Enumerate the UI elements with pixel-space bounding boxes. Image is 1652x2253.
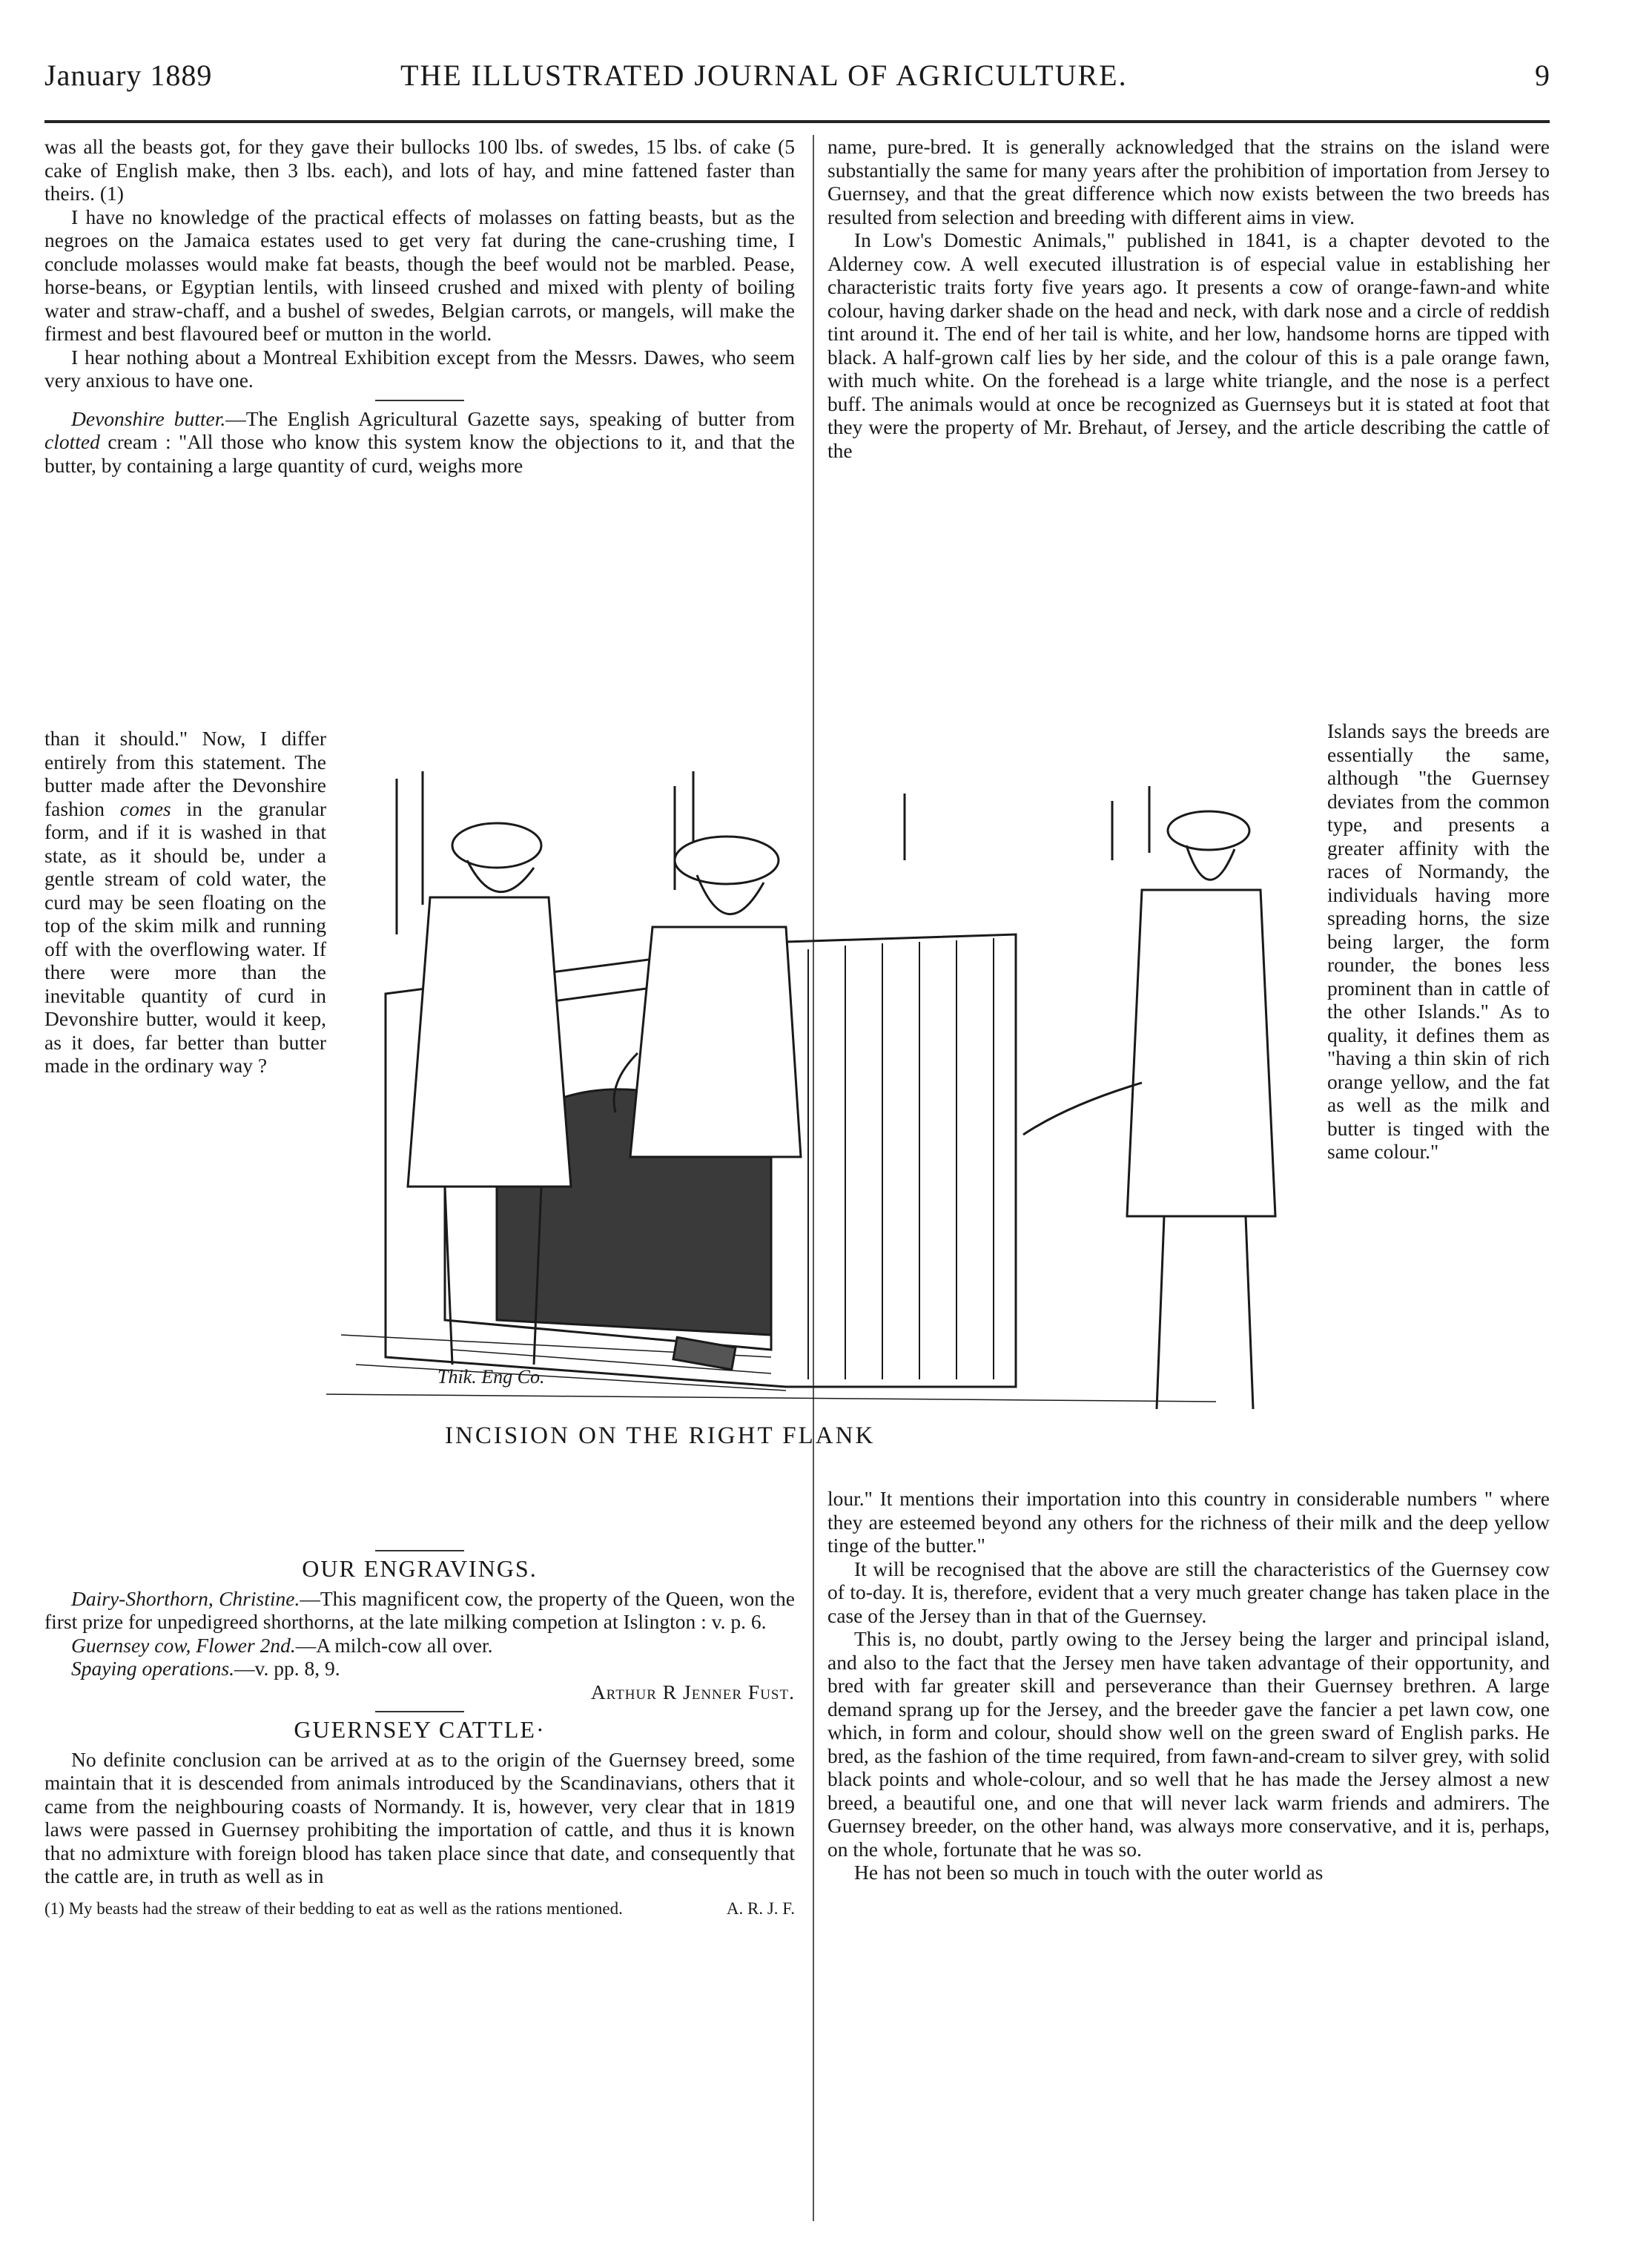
engraving-item: Spaying operations.—v. pp. 8, 9.: [71, 1657, 340, 1680]
page-number: 9: [1535, 59, 1550, 92]
section-rule: [375, 1550, 464, 1551]
engraving-item: Guernsey cow, Flower 2nd.—A milch-cow all over.: [71, 1633, 493, 1657]
section-title: Devonshire butter.: [71, 406, 226, 430]
paragraph: I hear nothing about a Montreal Exhibition except from the Messrs. Dawes, who seem very anxious to have one.: [44, 345, 795, 392]
paragraph: This is, no doubt, partly owing to the Jersey being the larger and principal island, and also to the fact that the Jersey men have taken advantage of their opportunity, and bred with far greater skill and perseverance than their Guernsey brethren. A large demand sprang up for the Jersey, and the breeder gave the fancier a pet lawn cow, one which, in form and colour, should show well on the green sward of English parks. He bred, as the fashion of the time required, from fawn-and-cream to silver grey, with solid black points and whole-colour, and so well that he has made the Jersey almost a new breed, a beautiful one, and one that will never lack warm friends and admirers. The Guernsey breeder, on the other hand, was always more conservative, and it is, perhaps, on the whole, fortunate that he was so.: [827, 1627, 1550, 1861]
journal-title: THE ILLUSTRATED JOURNAL OF AGRICULTURE.: [400, 59, 1128, 92]
illustration-caption: INCISION ON THE RIGHT FLANK: [445, 1422, 876, 1449]
footnote-signature: A. R. J. F.: [726, 1899, 795, 1918]
devonshire-paragraph: Devonshire butter.—The English Agricultural Gazette says, speaking of butter from clotted cream : "All those who know this system know the objections to it, and that the butter, by containing a large quantity of curd, weighs more: [44, 406, 795, 477]
section-rule: [375, 400, 464, 401]
section-rule: [375, 1711, 464, 1712]
paragraph: No definite conclusion can be arrived at as to the origin of the Guernsey breed, some maintain that it is descended from animals introduced by the Scandinavians, others that it came from the neighbouring coasts of Normandy. It is, however, very clear that in 1819 laws were passed in Guernsey prohibiting the importation of cattle, and thus it is known that no admixture with foreign blood has taken place since that date, and consequently that the cattle are, in truth as well as in: [44, 1747, 795, 1887]
paragraph: name, pure-bred. It is generally acknowledged that the strains on the island were substantially the same for many years after the prohibition of importation from Jersey to Guernsey, and that the great difference which now exists between the two breeds has resulted from selection and breeding with different aims in view.: [827, 135, 1550, 228]
paragraph: It will be recognised that the above are still the characteristics of the Guernsey cow of to-day. It is, therefore, evident that a very much greater change has taken place in the case of the Jersey than in that of the Guernsey.: [827, 1557, 1550, 1627]
engraver-signature: Thik. Eng Co.: [437, 1366, 545, 1388]
page-header: [44, 52, 1550, 111]
paragraph: He has not been so much in touch with the outer world as: [854, 1861, 1324, 1884]
right-column-top: [827, 135, 1550, 462]
right-narrow-column: Islands says the breeds are essentially the same, although "the Guernsey deviates from the common type, and presents a greater affinity with the races of Normandy, the individuals having more spreading horns, the size being larger, the form rounder, the bones less prominent than in cattle of the other Islands." As to quality, it defines them as "having a thin skin of rich orange yellow, and the fat as well as the milk and butter is tinged with the same colour.": [1327, 719, 1550, 1163]
paragraph: I have no knowledge of the practical effects of molasses on fatting beasts, but as the negroes on the Jamaica estates used to get very fat during the cane-crushing time, I conclude molasses would make fat beasts, though the beef would not be marbled. Pease, horse-beans, or Egyptian lentils, with linseed crushed and mixed with plenty of boiling water and straw-chaff, and a bushel of swedes, Belgian carrots, or mangels, will make the firmest and best flavoured beef or mutton in the world.: [44, 205, 795, 345]
left-narrow-column: than it should." Now, I differ entirely from this statement. The butter made after the Devonshire fashion comes in the granular form, and if it is washed in that state, as it should be, under a gentle stream of cold water, the curd may be seen floating on the top of the skim milk and running off with the overflowing water. If there were more than the inevitable quantity of curd in Devonshire butter, would it keep, as it does, far better than butter made in the ordinary way ?: [44, 727, 326, 1077]
left-column-top: [44, 135, 795, 477]
engravings-signature: Arthur R Jenner Fust.: [590, 1680, 795, 1703]
header-rule: [44, 120, 1550, 123]
guernsey-heading: GUERNSEY CATTLE·: [294, 1716, 546, 1743]
issue-date: January 1889: [44, 59, 213, 92]
paragraph: lour." It mentions their importation into this country in considerable numbers " where they are esteemed beyond any others for the richness of their milk and the deep yellow tinge of the butter.": [827, 1487, 1550, 1557]
footnote: (1) My beasts had the streaw of their bedding to eat as well as the rations mentioned. A. R. J. F.: [44, 1899, 795, 1918]
paragraph: was all the beasts got, for they gave their bullocks 100 lbs. of swedes, 15 lbs. of cake (5 cake of English make, then 3 lbs. each), and lots of hay, and mine fattened faster than theirs. (1): [44, 135, 795, 205]
left-column-bottom: [44, 1543, 795, 1919]
right-column-bottom: [827, 1487, 1550, 1884]
engravings-heading: OUR ENGRAVINGS.: [302, 1555, 538, 1582]
paragraph: In Low's Domestic Animals," published in 1841, is a chapter devoted to the Alderney cow. A well executed illustration is of especial value in establishing her characteristic traits forty five years ago. It presents a cow of orange-fawn-and white colour, having darker shade on the head and neck, with dark nose and a circle of reddish tint around it. The end of her tail is white, and her low, handsome horns are tipped with black. A half-grown calf lies by her side, and the colour of this is a pale orange fawn, with much white. On the forehead is a large white triangle, and the nose is a perfect buff. The animals would at once be recognized as Guernseys but it is stated at foot that they were the property of Mr. Brehaut, of Jersey, and the article describing the cattle of the: [827, 228, 1550, 462]
engraving-illustration: [326, 771, 1320, 1424]
column-divider-lower: [813, 1480, 814, 2221]
engraving-item: Dairy-Shorthorn, Christine.—This magnificent cow, the property of the Queen, won the first prize for unpedigreed shorthorns, at the late milking competion at Islington : v. p. 6.: [44, 1586, 796, 1633]
